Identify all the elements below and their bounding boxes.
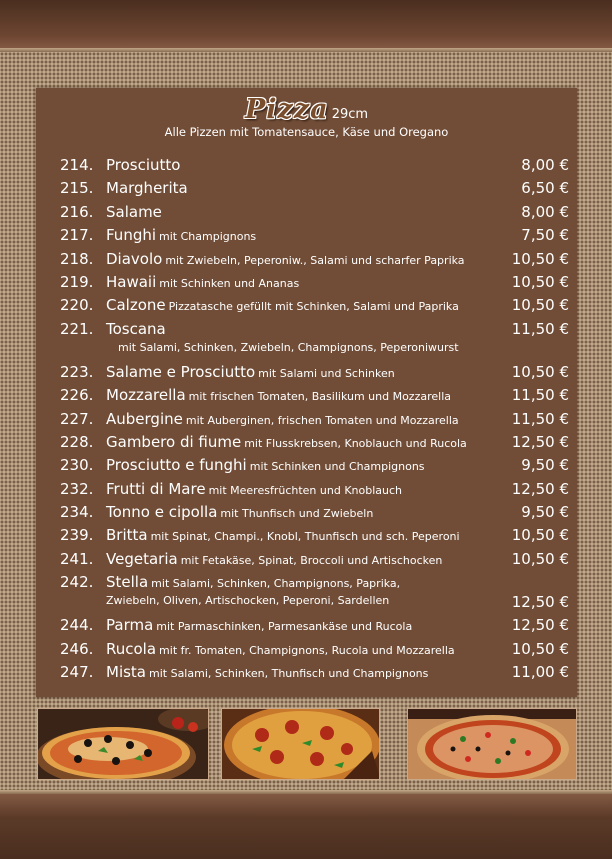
item-number: 232. xyxy=(60,479,94,498)
item-description: mit Schinken und Ananas xyxy=(159,276,300,290)
item-description: mit Zwiebeln, Peperoniw., Salami und scharfer Paprika xyxy=(165,253,465,267)
item-price: 11,00 € xyxy=(511,663,569,682)
item-price: 10,50 € xyxy=(511,296,569,315)
item-description: mit Schinken und Champignons xyxy=(249,460,425,474)
item-name: Funghi xyxy=(106,226,157,245)
item-name: Frutti di Mare xyxy=(106,479,206,498)
item-price: 10,50 € xyxy=(511,249,569,268)
menu-item xyxy=(36,361,577,384)
item-name-line xyxy=(106,361,395,385)
item-name-line xyxy=(106,454,425,478)
item-price: 10,50 € xyxy=(511,549,569,568)
item-number: 218. xyxy=(60,249,94,268)
item-number: 226. xyxy=(60,386,94,405)
item-name: Mozzarella xyxy=(106,386,186,405)
pizza-photo-olives xyxy=(37,708,209,780)
item-price: 10,50 € xyxy=(511,639,569,658)
item-price: 8,00 € xyxy=(521,202,569,221)
menu-item xyxy=(36,524,577,547)
item-description: mit Salami, Schinken, Zwiebeln, Champignons, Peperoniwurst xyxy=(118,340,459,354)
item-name-line xyxy=(106,154,180,176)
title-line xyxy=(36,96,577,124)
menu-title: Pizza xyxy=(244,94,329,125)
item-name-line xyxy=(106,248,465,272)
menu-item xyxy=(36,478,577,501)
item-number: 221. xyxy=(60,319,94,338)
item-number: 215. xyxy=(60,179,94,198)
item-price: 12,50 € xyxy=(511,616,569,635)
pizza-photo-board xyxy=(407,708,577,780)
item-name: Britta xyxy=(106,526,148,545)
menu-item xyxy=(36,408,577,431)
menu-item xyxy=(36,201,577,224)
item-name-line xyxy=(106,294,459,318)
menu-item xyxy=(36,177,577,200)
item-price: 6,50 € xyxy=(521,179,569,198)
menu-item xyxy=(36,248,577,271)
item-price: 10,50 € xyxy=(511,526,569,545)
item-name-line xyxy=(106,501,373,525)
item-description-continued: Zwiebeln, Oliven, Artischocken, Peperoni, Sardellen xyxy=(106,594,390,608)
menu-list xyxy=(36,154,577,684)
pizza-photo-pepperoni xyxy=(221,708,380,780)
menu-panel xyxy=(36,88,577,697)
item-price: 12,50 € xyxy=(511,593,569,612)
item-name-line xyxy=(106,638,455,662)
item-price: 12,50 € xyxy=(511,432,569,451)
item-name-line xyxy=(106,524,460,548)
menu-item xyxy=(36,501,577,524)
item-description: mit Champignons xyxy=(159,230,257,244)
item-description: mit Thunfisch und Zwiebeln xyxy=(220,507,374,521)
item-name-line xyxy=(106,201,162,223)
item-name: Calzone xyxy=(106,296,166,315)
item-price: 9,50 € xyxy=(521,456,569,475)
menu-item xyxy=(36,661,577,684)
item-number: 242. xyxy=(60,573,94,592)
menu-subtitle: Alle Pizzen mit Tomatensauce, Käse und Oregano xyxy=(164,125,449,139)
menu-item xyxy=(36,454,577,477)
item-name-line xyxy=(106,614,412,638)
item-number: 239. xyxy=(60,526,94,545)
bottom-border-band xyxy=(0,790,612,859)
item-description: mit Salami, Schinken, Thunfisch und Champignons xyxy=(149,667,429,681)
item-number: 219. xyxy=(60,272,94,291)
item-number: 247. xyxy=(60,663,94,682)
item-description: mit Spinat, Champi., Knobl, Thunfisch und sch. Peperoni xyxy=(150,530,460,544)
menu-item xyxy=(36,154,577,177)
menu-header xyxy=(36,96,577,139)
item-name: Gambero di fiume xyxy=(106,432,242,451)
item-name-line xyxy=(106,318,166,340)
item-name: Margherita xyxy=(106,179,188,198)
item-name: Hawaii xyxy=(106,272,157,291)
item-description: mit Flusskrebsen, Knoblauch und Rucola xyxy=(244,436,467,450)
menu-item xyxy=(36,318,577,361)
item-name: Parma xyxy=(106,616,154,635)
item-number: 216. xyxy=(60,202,94,221)
item-name: Prosciutto e funghi xyxy=(106,456,247,475)
item-name-line xyxy=(106,661,428,685)
item-number: 241. xyxy=(60,549,94,568)
item-description: mit Fetakäse, Spinat, Broccoli und Artischocken xyxy=(180,553,443,567)
item-name: Rucola xyxy=(106,639,157,658)
item-name-line xyxy=(106,408,459,432)
item-number: 228. xyxy=(60,432,94,451)
item-number: 214. xyxy=(60,156,94,174)
item-price: 11,50 € xyxy=(511,319,569,338)
item-name: Stella xyxy=(106,573,149,592)
item-name-line xyxy=(106,384,451,408)
item-description: mit Salami, Schinken, Champignons, Paprika, xyxy=(151,577,401,591)
item-price: 11,50 € xyxy=(511,386,569,405)
item-name: Prosciutto xyxy=(106,156,181,174)
menu-item xyxy=(36,431,577,454)
item-description: mit Salami und Schinken xyxy=(258,366,395,380)
item-price: 10,50 € xyxy=(511,272,569,291)
menu-item xyxy=(36,224,577,247)
item-number: 220. xyxy=(60,296,94,315)
menu-item xyxy=(36,294,577,317)
item-name: Vegetaria xyxy=(106,549,178,568)
item-name-line xyxy=(106,177,188,199)
item-description: mit Auberginen, frischen Tomaten und Mozzarella xyxy=(185,413,459,427)
menu-item xyxy=(36,614,577,637)
item-name-line xyxy=(106,271,299,295)
item-name: Salame e Prosciutto xyxy=(106,362,256,381)
item-name-line xyxy=(106,548,442,572)
item-price: 12,50 € xyxy=(511,479,569,498)
item-number: 246. xyxy=(60,639,94,658)
menu-item xyxy=(36,571,577,614)
item-description: mit frischen Tomaten, Basilikum und Mozzarella xyxy=(188,390,451,404)
item-number: 223. xyxy=(60,362,94,381)
item-description: Pizzatasche gefüllt mit Schinken, Salami und Paprika xyxy=(168,300,459,314)
item-number: 227. xyxy=(60,409,94,428)
item-price: 10,50 € xyxy=(511,362,569,381)
item-description: mit fr. Tomaten, Champignons, Rucola und Mozzarella xyxy=(159,643,455,657)
menu-item xyxy=(36,384,577,407)
menu-item xyxy=(36,271,577,294)
item-number: 244. xyxy=(60,616,94,635)
item-price: 9,50 € xyxy=(521,503,569,522)
item-name: Mista xyxy=(106,663,146,682)
item-number: 217. xyxy=(60,226,94,245)
item-description: mit Meeresfrüchten und Knoblauch xyxy=(208,483,403,497)
item-price: 7,50 € xyxy=(521,226,569,245)
item-name-line xyxy=(106,224,256,248)
item-number: 230. xyxy=(60,456,94,475)
top-border-band xyxy=(0,0,612,52)
item-name: Aubergine xyxy=(106,409,183,428)
item-number: 234. xyxy=(60,503,94,522)
item-name: Toscana xyxy=(106,319,166,338)
item-name-line xyxy=(106,431,467,455)
item-name: Tonno e cipolla xyxy=(106,503,218,522)
item-price: 11,50 € xyxy=(511,409,569,428)
item-name-line xyxy=(106,478,402,502)
item-name: Diavolo xyxy=(106,249,163,268)
item-price: 8,00 € xyxy=(521,156,569,174)
pizza-size: 29cm xyxy=(331,107,369,122)
menu-item xyxy=(36,638,577,661)
item-description: mit Parmaschinken, Parmesankäse und Rucola xyxy=(156,620,413,634)
item-name: Salame xyxy=(106,202,162,221)
photo-strip xyxy=(37,708,577,780)
menu-item xyxy=(36,548,577,571)
